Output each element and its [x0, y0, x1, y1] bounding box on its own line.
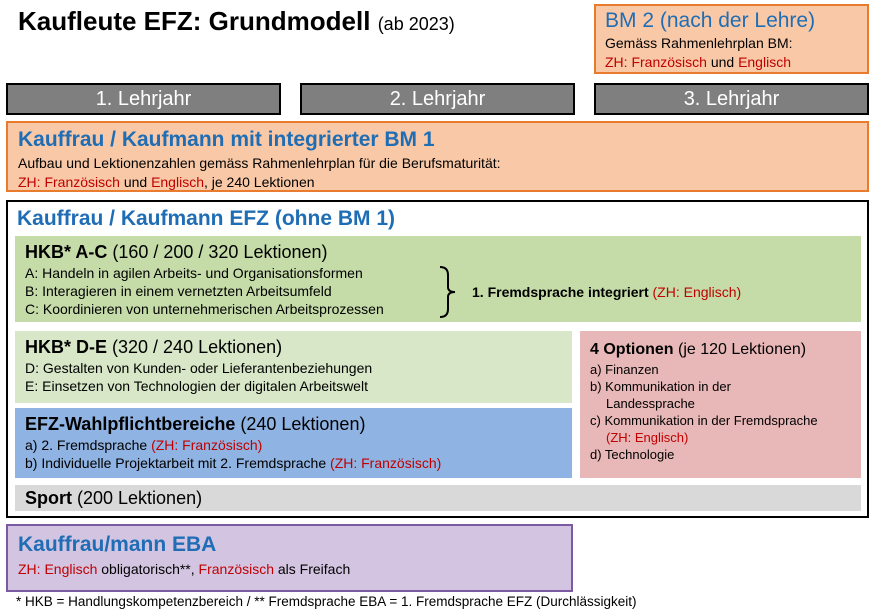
bm1-lang1: ZH: Französisch: [18, 174, 120, 190]
option-b-line1: b) Kommunikation in der: [590, 379, 731, 394]
wahlpflicht-heading-bold: EFZ-Wahlpflichtbereiche: [25, 414, 236, 434]
hkb-de-item-e: E: Einsetzen von Technologien der digitalen Arbeitswelt: [25, 378, 368, 394]
options-heading: [590, 339, 851, 361]
hkb-de-heading-rest: (320 / 240 Lektionen): [107, 337, 283, 357]
year-1-bar: 1. Lehrjahr: [6, 83, 281, 115]
wahlpflicht-heading: [25, 412, 562, 436]
options-heading-bold: 4 Optionen: [590, 341, 674, 358]
sport-rest: (200 Lektionen): [72, 488, 203, 508]
year-2-bar: 2. Lehrjahr: [300, 83, 575, 115]
wahlpflicht-item-b-text: b) Individuelle Projektarbeit mit 2. Fremdsprache: [25, 455, 327, 471]
eba-box: [6, 524, 573, 592]
options-heading-rest: (je 120 Lektionen): [673, 341, 807, 358]
hkb-ac-heading-bold: HKB* A-C: [25, 242, 108, 262]
eba-line: [18, 559, 561, 579]
bm2-line1: Gemäss Rahmenlehrplan BM:: [605, 35, 793, 51]
footnote: * HKB = Handlungskompetenzbereich / ** Fremdsprache EBA = 1. Fremdsprache EFZ (Durchlässigkeit): [16, 594, 637, 609]
wahlpflicht-item-b-red: (ZH: Französisch): [330, 455, 442, 471]
bm1-suffix: , je 240 Lektionen: [203, 174, 315, 190]
eba-red2: Französisch: [198, 561, 274, 577]
bm2-box: [594, 4, 869, 74]
option-c-line2: (ZH: Englisch): [606, 430, 689, 445]
sport-bold: Sport: [25, 488, 72, 508]
bm1-languages: [18, 173, 857, 192]
bm1-box: [6, 121, 869, 192]
hkb-de-heading: [25, 335, 562, 359]
wahlpflicht-item-a-text: a) 2. Fremdsprache: [25, 437, 148, 453]
eba-mid: obligatorisch**,: [97, 561, 195, 577]
bm2-languages: [605, 53, 858, 72]
bm2-lang2: Englisch: [738, 54, 791, 70]
page-title: [18, 6, 455, 37]
option-c-line1: c) Kommunikation in der Fremdsprache: [590, 413, 818, 428]
year-3-bar: 3. Lehrjahr: [594, 83, 869, 115]
hkb-ac-heading-rest: (160 / 200 / 320 Lektionen): [107, 242, 328, 262]
bm1-and: und: [123, 174, 148, 190]
hkb-ac-note-red: (ZH: Englisch): [652, 284, 742, 300]
bm2-lang1: ZH: Französisch: [605, 54, 707, 70]
eba-red1: ZH: Englisch: [18, 561, 98, 577]
hkb-ac-item-a: A: Handeln in agilen Arbeits- und Organisationsformen: [25, 265, 363, 281]
wahlpflicht-item-b: [25, 454, 562, 472]
wahlpflicht-item-a: [25, 436, 562, 454]
option-a: a) Finanzen: [590, 362, 659, 377]
hkb-ac-item-b: B: Interagieren in einem vernetzten Arbeitsumfeld: [25, 283, 332, 299]
option-d: d) Technologie: [590, 447, 675, 462]
title-sub: (ab 2023): [377, 14, 455, 34]
option-b-line2: Landessprache: [606, 396, 695, 411]
eba-heading: Kauffrau/mann EBA: [18, 533, 217, 556]
hkb-ac-item-c: C: Koordinieren von unternehmerischen Arbeitsprozessen: [25, 301, 384, 317]
curly-brace-icon: [438, 265, 460, 319]
bm1-lang2: Englisch: [151, 174, 204, 190]
options-box: [580, 331, 861, 478]
bm2-heading: BM 2 (nach der Lehre): [605, 9, 816, 32]
eba-end: als Freifach: [274, 561, 351, 577]
hkb-de-item-d: D: Gestalten von Kunden- oder Lieferantenbeziehungen: [25, 360, 373, 376]
sport-box: [15, 485, 861, 511]
efz-heading: Kauffrau / Kaufmann EFZ (ohne BM 1): [17, 207, 395, 230]
wahlpflicht-heading-rest: (240 Lektionen): [235, 414, 366, 434]
hkb-ac-note-bold: 1. Fremdsprache integriert: [472, 284, 649, 300]
hkb-ac-note: [472, 284, 741, 300]
bm1-line1: Aufbau und Lektionenzahlen gemäss Rahmenlehrplan für die Berufsmaturität:: [18, 155, 501, 171]
hkb-ac-heading: [25, 240, 851, 264]
wahlpflicht-item-a-red: (ZH: Französisch): [151, 437, 263, 453]
wahlpflicht-box: [15, 408, 572, 478]
bm1-heading: Kauffrau / Kaufmann mit integrierter BM 1: [18, 128, 435, 151]
title-main: Kaufleute EFZ: Grundmodell: [18, 6, 371, 36]
bm2-and: und: [710, 54, 735, 70]
hkb-de-heading-bold: HKB* D-E: [25, 337, 108, 357]
hkb-de-box: [15, 331, 572, 403]
